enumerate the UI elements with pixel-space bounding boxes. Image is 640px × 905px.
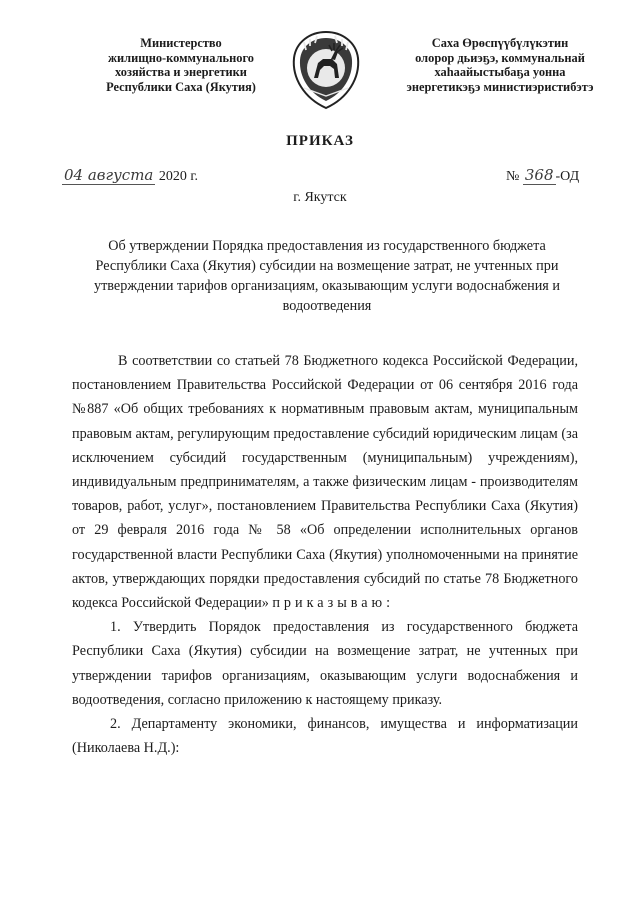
intro-text: В соответствии со статьей 78 Бюджетного кодекса Российской Федерации, постановлением Правительства Российской Федерации от 06 сентября 2016 года №887 «Об общих требованиях к нормативным правовым актам, муниципальным правовым актам, регулирующим предоставление субсидий юридическим лицам (за исключением субсидий государственным (муниципальным) учреждениям), индивидуальным предпринимателям, а также физическим лицам - производителям товаров, работ, услуг», постановлением Правительства Республики Саха (Якутия) от 29 февраля 2016 года № 58 «Об определении исполнительных органов государственной власти Республики Саха (Якутия) уполномоченными на принятие актов, утверждающих порядки предоставления субсидий по статье 78 Бюджетного кодекса Российской Федерации» xyxy=(72,353,578,612)
ministry-name-line: Саха Өрөспүүбүлүкэтин xyxy=(431,36,569,50)
document-number xyxy=(506,166,579,185)
ministry-name-line: Республики Саха (Якутия) xyxy=(106,79,256,94)
ministry-name-line: олорор дьиэҕэ, коммунальнай xyxy=(415,50,585,65)
intro-paragraph xyxy=(72,349,578,615)
ministry-name-line: хаһаайыстыбаҕа уонна xyxy=(434,65,566,80)
order-item-2: 2. Департаменту экономики, финансов, имущества и информатизации (Николаева Н.Д.): xyxy=(72,716,578,757)
ministry-name-line: хозяйства и энергетики xyxy=(115,65,247,80)
handwritten-date: 04 августа xyxy=(64,166,154,184)
ministry-name-sakha xyxy=(382,36,618,94)
document-city: г. Якутск xyxy=(293,190,347,205)
order-word: приказываю: xyxy=(272,595,395,612)
document-date xyxy=(62,166,198,185)
ministry-name-line: жилищно-коммунального xyxy=(108,50,254,65)
number-prefix: № xyxy=(506,169,520,184)
coat-of-arms-sakha-icon xyxy=(290,30,362,110)
document-title: ПРИКАЗ xyxy=(286,133,354,149)
number-suffix: -ОД xyxy=(555,169,580,184)
handwritten-number: 368 xyxy=(524,166,554,184)
ministry-name-russian xyxy=(70,36,292,94)
ministry-name-line: энергетикэҕэ министиэристибэтэ xyxy=(406,79,594,94)
document-subject: Об утверждении Порядка предоставления из государственного бюджета Республики Саха (Якутия) субсидии на возмещение затрат, не учтенных при утверждении тарифов организациям, оказывающим услуги водоснабжения и водоотведения xyxy=(94,238,560,314)
ministry-name-line: Министерство xyxy=(140,36,222,50)
document-body xyxy=(72,349,578,760)
date-year: 2020 г. xyxy=(158,169,199,184)
order-item-1: 1. Утвердить Порядок предоставления из государственного бюджета Республики Саха (Якутия) субсидии на возмещение затрат, не учтенных при утверждении тарифов организациям, оказывающим услуги водоснабжения и водоотведения, согласно приложению к настоящему приказу. xyxy=(72,619,578,708)
